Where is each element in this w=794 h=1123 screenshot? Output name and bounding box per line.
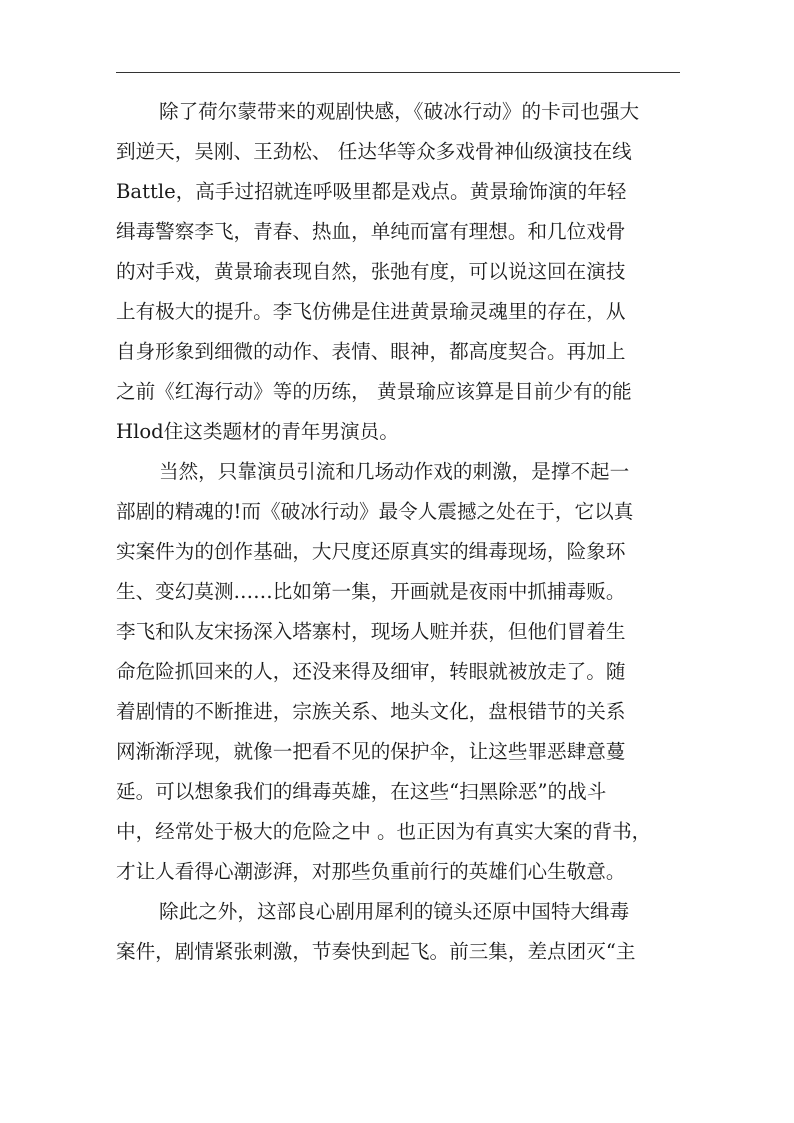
text-line: 的对手戏，黄景瑜表现自然，张弛有度，可以说这回在演技 (116, 260, 626, 283)
text-line: 网渐渐浮现，就像一把看不见的保护伞，让这些罪恶肆意蔓 (116, 740, 626, 763)
text-line: 自身形象到细微的动作、表情、眼神，都高度契合。再加上 (116, 340, 626, 363)
text-line: 到逆天，吴刚、王劲松、 任达华等众多戏骨神仙级演技在线 (116, 140, 632, 163)
text-line: 延。可以想象我们的缉毒英雄，在这些“扫黑除恶”的战斗 (116, 780, 607, 803)
text-line: 李飞和队友宋扬深入塔寨村，现场人赃并获，但他们冒着生 (116, 620, 626, 643)
text-line: Battle，高手过招就连呼吸里都是戏点。黄景瑜饰演的年轻 (116, 180, 627, 203)
text-line: 除此之外，这部良心剧用犀利的镜头还原中国特大缉毒 (159, 900, 630, 923)
document-body (116, 92, 680, 972)
text-line: 中，经常处于极大的危险之中 。也正因为有真实大案的背书， (116, 820, 652, 843)
text-line: 案件，剧情紧张刺激，节奏快到起飞。前三集，差点团灭“主 (116, 940, 636, 963)
text-line: 实案件为的创作基础，大尺度还原真实的缉毒现场，险象环 (116, 540, 626, 563)
header-rule (116, 72, 680, 73)
text-line: 之前《红海行动》等的历练， 黄景瑜应该算是目前少有的能 (116, 380, 632, 403)
paragraph-3 (116, 892, 680, 972)
text-line: Hlod住这类题材的青年男演员。 (116, 420, 399, 443)
text-line: 上有极大的提升。李飞仿佛是住进黄景瑜灵魂里的存在，从 (116, 300, 626, 323)
text-line: 着剧情的不断推进，宗族关系、地头文化，盘根错节的关系 (116, 700, 626, 723)
text-line: 缉毒警察李飞，青春、热血，单纯而富有理想。和几位戏骨 (116, 220, 626, 243)
paragraph-1 (116, 92, 680, 452)
text-line: 才让人看得心潮澎湃，对那些负重前行的英雄们心生敬意。 (116, 860, 626, 883)
text-line: 部剧的精魂的!而《破冰行动》最令人震撼之处在于，它以真 (116, 500, 634, 523)
text-line: 命危险抓回来的人，还没来得及细审，转眼就被放走了。随 (116, 660, 626, 683)
text-line: 当然，只靠演员引流和几场动作戏的刺激，是撑不起一 (159, 460, 630, 483)
paragraph-2 (116, 452, 680, 892)
text-line: 除了荷尔蒙带来的观剧快感，《破冰行动》的卡司也强大 (159, 100, 640, 123)
text-line: 生、变幻莫测……比如第一集，开画就是夜雨中抓捕毒贩。 (116, 580, 626, 603)
